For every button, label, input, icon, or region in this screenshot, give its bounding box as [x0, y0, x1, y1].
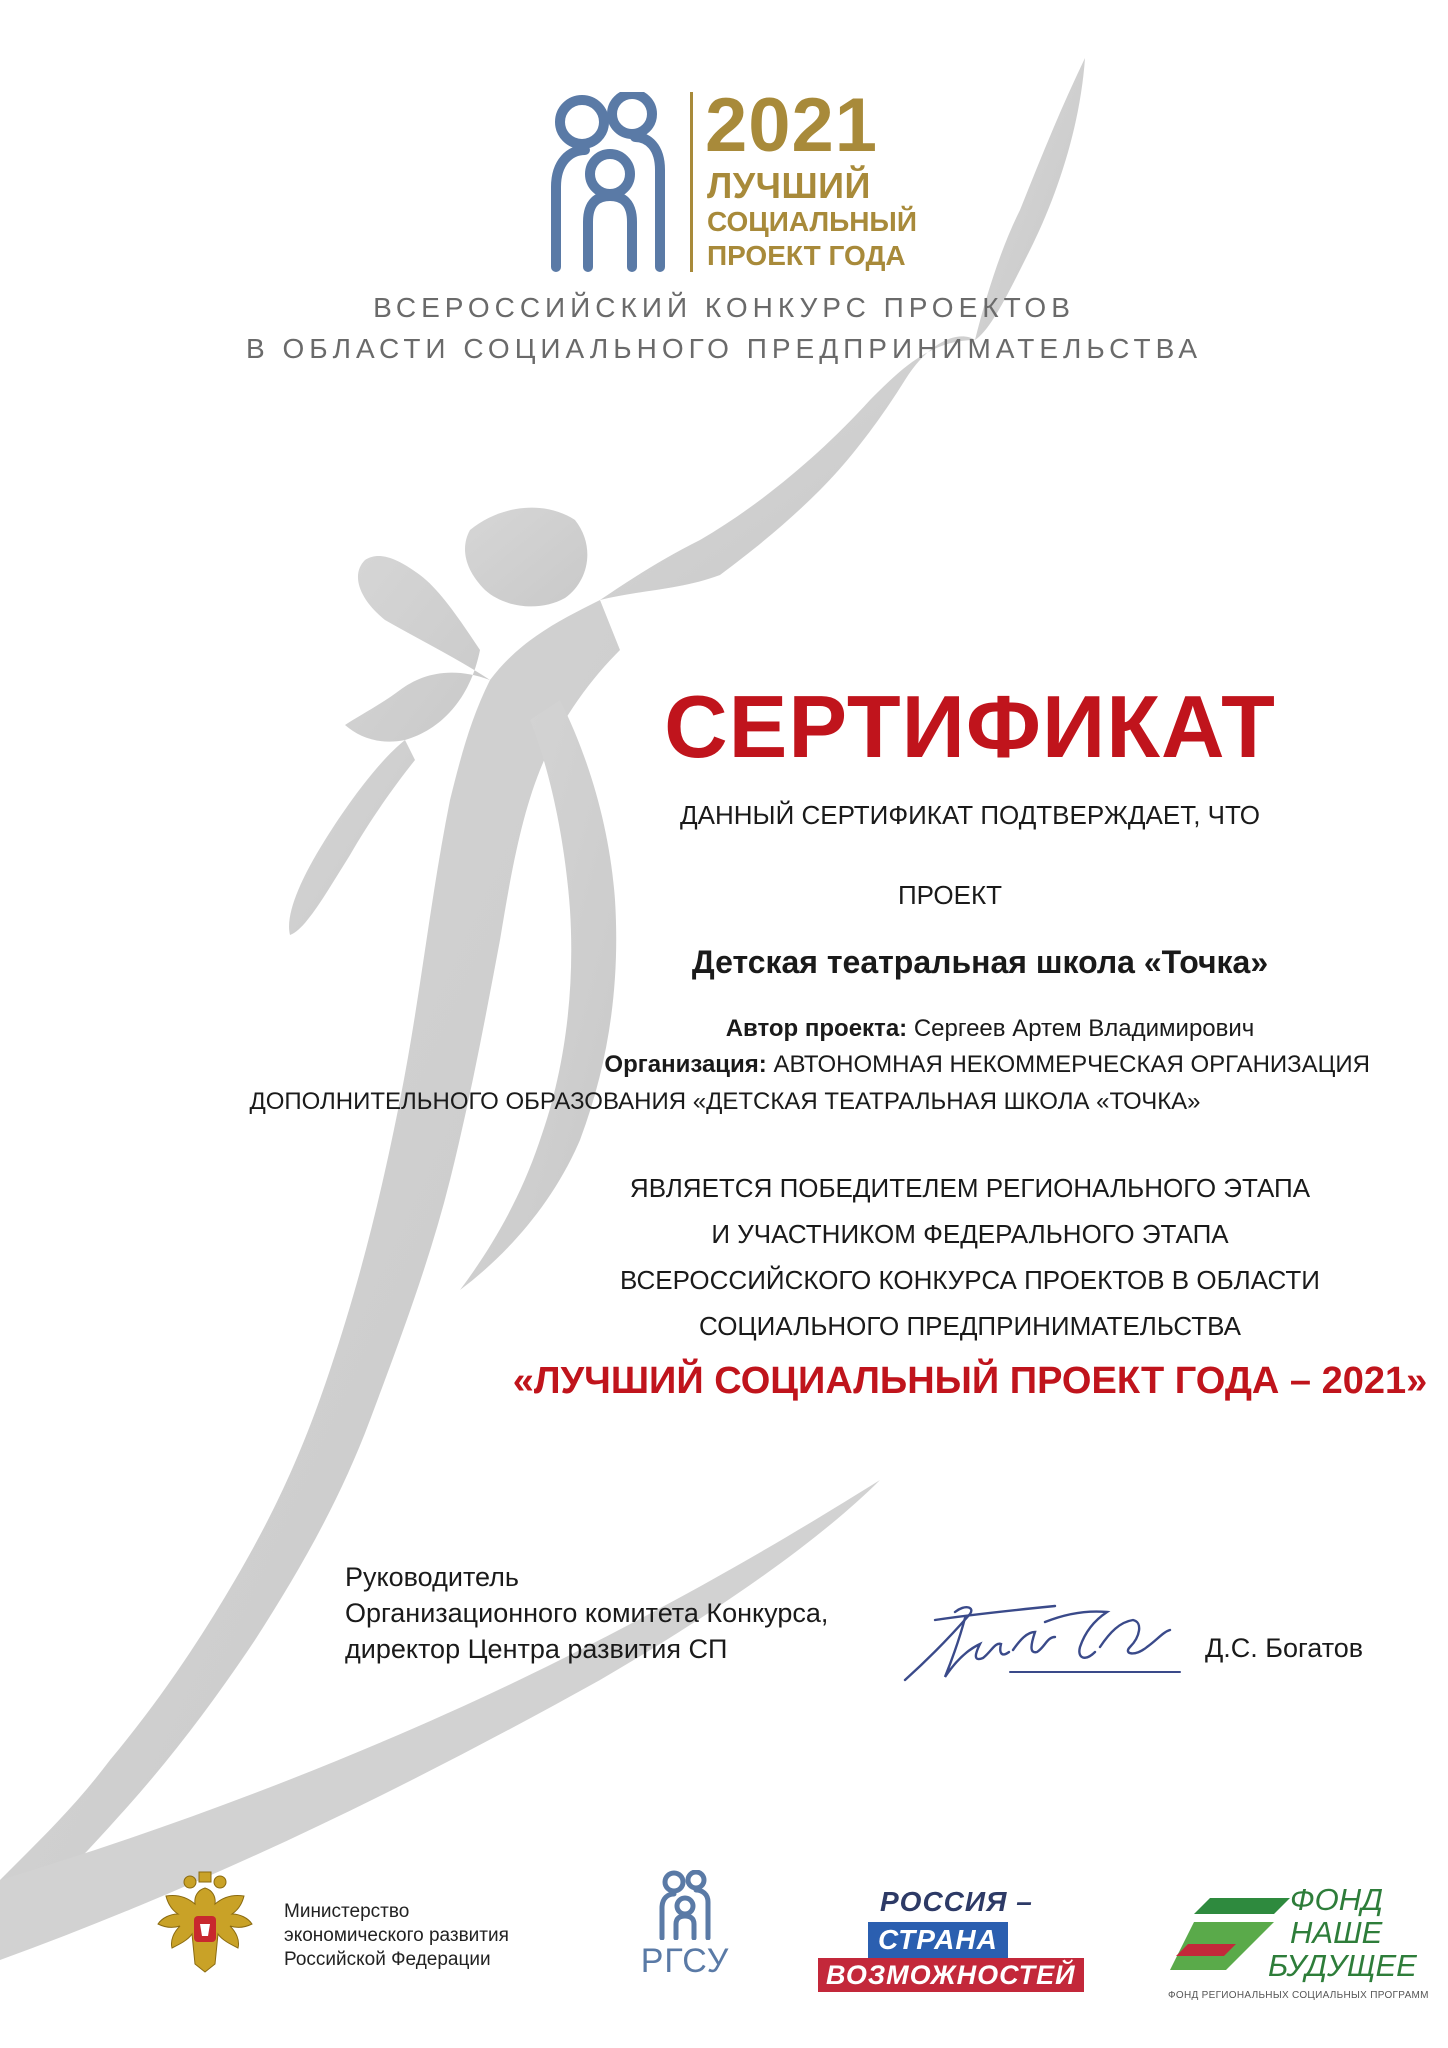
winner-text-line1: ЯВЛЯЕТСЯ ПОБЕДИТЕЛЕМ РЕГИОНАЛЬНОГО ЭТАПА	[629, 1173, 1311, 1203]
author-value: Сергеев Артем Владимирович	[913, 1015, 1255, 1042]
author-label: Автор проекта:	[725, 1015, 908, 1042]
fund-caption: ФОНД РЕГИОНАЛЬНЫХ СОЦИАЛЬНЫХ ПРОГРАММ	[1168, 1990, 1429, 2001]
organization-label: Организация:	[604, 1051, 767, 1078]
people-logo-icon	[540, 92, 680, 272]
contest-subtitle-line2: В ОБЛАСТИ СОЦИАЛЬНОГО ПРЕДПРИНИМАТЕЛЬСТВА	[245, 333, 1202, 364]
logo-line-project: ПРОЕКТ ГОДА	[707, 240, 906, 271]
logo-year: 2021	[705, 83, 879, 168]
organization-value-line1: АВТОНОМНАЯ НЕКОММЕРЧЕСКАЯ ОРГАНИЗАЦИЯ	[773, 1051, 1370, 1078]
contest-subtitle-line1: ВСЕРОССИЙСКИЙ КОНКУРС ПРОЕКТОВ	[373, 292, 1075, 323]
rgsu-logo-text: РГСУ	[640, 1942, 730, 1980]
fund-logo-line2: НАШЕ	[1290, 1915, 1383, 1950]
project-label: ПРОЕКТ	[897, 880, 1003, 910]
organization-value-line2: ДОПОЛНИТЕЛЬНОГО ОБРАЗОВАНИЯ «ДЕТСКАЯ ТЕАТРАЛЬНАЯ ШКОЛА «ТОЧКА»	[249, 1088, 1201, 1115]
logo-line-best: ЛУЧШИЙ	[707, 165, 871, 206]
certificate-title: СЕРТИФИКАТ	[664, 677, 1276, 776]
rsv-logo-line3: ВОЗМОЖНОСТЕЙ	[818, 1958, 1084, 1992]
confirms-text: ДАННЫЙ СЕРТИФИКАТ ПОДТВЕРЖДАЕТ, ЧТО	[680, 800, 1260, 830]
rsv-logo-line1: РОССИЯ –	[880, 1886, 1033, 1917]
project-name: Детская театральная школа «Точка»	[691, 944, 1269, 980]
ministry-line1: Министерство	[284, 1901, 410, 1922]
winner-text-line4: СОЦИАЛЬНОГО ПРЕДПРИНИМАТЕЛЬСТВА	[699, 1311, 1241, 1341]
fund-logo-line1: ФОНД	[1290, 1882, 1383, 1917]
ministry-line2: экономического развития	[284, 1925, 509, 1946]
contest-name: «ЛУЧШИЙ СОЦИАЛЬНЫЙ ПРОЕКТ ГОДА – 2021»	[512, 1360, 1428, 1402]
ministry-line3: Российской Федерации	[284, 1949, 491, 1970]
russian-eagle-emblem-icon	[150, 1868, 260, 1980]
organization-line	[470, 1051, 1400, 1079]
signer-name: Д.С. Богатов	[1205, 1633, 1364, 1663]
logo-divider	[690, 92, 693, 272]
rsv-logo-line2: СТРАНА	[868, 1922, 1008, 1958]
signer-role-line1: Руководитель	[345, 1562, 519, 1592]
author-line	[580, 1015, 1400, 1043]
winner-text-line2: И УЧАСТНИКОМ ФЕДЕРАЛЬНОГО ЭТАПА	[711, 1219, 1229, 1249]
handwritten-signature	[895, 1592, 1185, 1692]
ministry-name	[284, 1900, 509, 1972]
signer-role-line2: Организационного комитета Конкурса,	[345, 1598, 829, 1628]
signer-role-line3: директор Центра развития СП	[345, 1634, 728, 1664]
rgsu-people-icon	[650, 1870, 720, 1940]
logo-line-social: СОЦИАЛЬНЫЙ	[707, 206, 917, 237]
fund-logo-line3: БУДУЩЕЕ	[1268, 1948, 1417, 1983]
winner-text-line3: ВСЕРОССИЙСКОГО КОНКУРСА ПРОЕКТОВ В ОБЛАСТИ	[620, 1265, 1320, 1295]
